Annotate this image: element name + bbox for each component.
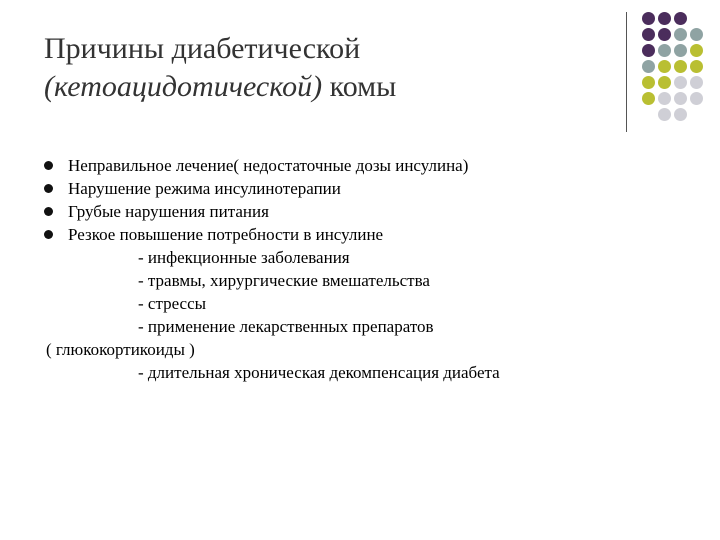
decor-dot <box>690 92 703 105</box>
bullet-dot-icon <box>44 161 53 170</box>
slide-title <box>44 30 604 106</box>
title-line-2 <box>44 68 604 106</box>
decor-dot <box>690 28 703 41</box>
decor-dot <box>642 76 655 89</box>
decor-dot <box>674 108 687 121</box>
bullet-dot-icon <box>44 207 53 216</box>
bullet-item <box>44 154 684 177</box>
decor-dot <box>642 44 655 57</box>
subitem: - стрессы <box>138 294 207 313</box>
bullet-dot-icon <box>44 184 53 193</box>
decor-dot <box>690 44 703 57</box>
slide-body <box>44 154 684 384</box>
decor-dot <box>690 60 703 73</box>
decor-dot <box>674 76 687 89</box>
decor-dot <box>674 44 687 57</box>
bullet-item <box>44 200 684 223</box>
bullet-item <box>44 223 684 246</box>
title-line-1: Причины диабетической <box>44 32 361 65</box>
subitem: - травмы, хирургические вмешательства <box>138 271 430 290</box>
bullet-text: Резкое повышение потребности в инсулине <box>68 225 384 244</box>
decor-dot <box>690 76 703 89</box>
decor-dot <box>674 12 687 25</box>
decor-dot <box>658 92 671 105</box>
decor-dot <box>658 12 671 25</box>
title-italic-part: (кетоацидотической) <box>44 70 323 103</box>
subitem: - применение лекарственных препаратов <box>138 317 434 336</box>
decor-dot <box>674 60 687 73</box>
bullet-item <box>44 177 684 200</box>
bullet-dot-icon <box>44 230 53 239</box>
subitem-note: ( глюкокортикоиды ) <box>46 340 195 359</box>
decor-dot <box>658 44 671 57</box>
subitem: - длительная хроническая декомпенсация диабета <box>138 363 500 382</box>
decor-dot <box>642 92 655 105</box>
decor-dot <box>674 28 687 41</box>
decor-divider-line <box>626 12 627 132</box>
decor-dot <box>642 60 655 73</box>
bullet-text: Нарушение режима инсулинотерапии <box>68 179 341 198</box>
title-rest-part: комы <box>322 70 397 103</box>
decor-dot-grid <box>638 12 718 122</box>
decor-dot <box>658 28 671 41</box>
decor-dot <box>674 92 687 105</box>
decor-dot <box>658 60 671 73</box>
decor-dot <box>642 12 655 25</box>
decor-dot <box>658 76 671 89</box>
decor-dot <box>642 28 655 41</box>
bullet-text: Неправильное лечение( недостаточные дозы инсулина) <box>68 156 469 175</box>
decor-dot <box>658 108 671 121</box>
bullet-text: Грубые нарушения питания <box>68 202 269 221</box>
subitem: - инфекционные заболевания <box>138 248 350 267</box>
